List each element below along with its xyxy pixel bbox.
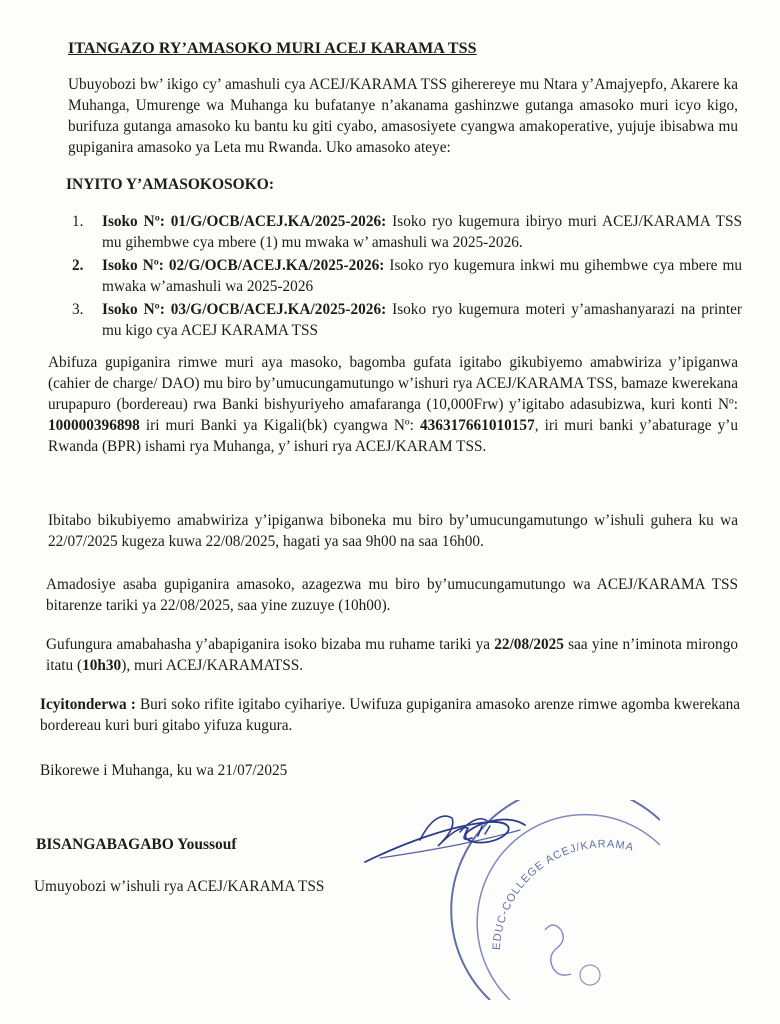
note-text: Buri soko rifite igitabo cyihariye. Uwifuza gupiganira amasoko arenze rimwe agomba kwerekana bordereau kuri buri gitabo yifuza kugura. (40, 696, 741, 734)
sale-text-3: , iri muri banki y’abaturage y’u Rwanda (BPR) ishami rya Muhanga, y’ ishuri rya ACEJ/KARAM TSS. (48, 417, 738, 455)
stamp-text: EDUC-COLLEGE ACEJ/KARAMA (490, 838, 636, 951)
submission-paragraph: Amadosiye asaba gupiganira amasoko, azagezwa mu biro by’umucungamutungo wa ACEJ/KARAMA TSS bitarenze tariki ya 22/08/2025, saa yine zuzuye (10h00). (46, 576, 738, 614)
tender-text (102, 255, 742, 297)
intro-paragraph: Ubuyobozi bw’ ikigo cy’ amashuli cya ACEJ/KARAMA TSS giherereye mu Ntara y’Amajyepfo, Akarere ka Muhanga, Umurenge wa Muhanga ku bufatanye n’akanama gashinzwe gutanga amasoko muri icyo kigo, burifuza gutanga amasoko ku bantu ku giti cyabo, amasosiyete cyangwa amakoperative, yujuje ibisabwa mu gupiganira amasoko ya Leta mu Rwanda. Uko amasoko ateye: (68, 76, 738, 156)
note-label: Icyitonderwa : (40, 696, 136, 713)
tender-reference: Isoko Nº: 01/G/OCB/ACEJ.KA/2025-2026: (102, 213, 387, 230)
opening-text-2: saa yine n’iminota mirongo itatu ( (46, 636, 739, 674)
page-title: ITANGAZO RY’AMASOKO MURI ACEJ KARAMA TSS (68, 40, 477, 57)
opening-time: 10h30 (82, 657, 122, 674)
signer-name: BISANGABAGABO Youssouf (36, 836, 237, 853)
tender-number: 2. (72, 257, 84, 274)
tender-reference: Isoko Nº: 02/G/OCB/ACEJ.KA/2025-2026: (102, 257, 385, 274)
document-sale-paragraph (48, 352, 738, 457)
place-date: Bikorewe i Muhanga, ku wa 21/07/2025 (40, 762, 288, 779)
tender-description: Isoko ryo kugemura inkwi mu gihembwe cya mbere mu mwaka w’amashuli wa 2025-2026 (102, 257, 742, 295)
official-stamp (451, 800, 660, 1000)
tender-number: 3. (72, 301, 84, 318)
tender-description: Isoko ryo kugemura moteri y’amashanyarazi na printer mu kigo cya ACEJ KARAMA TSS (102, 301, 742, 339)
distribution-paragraph: Ibitabo bikubiyemo amabwiriza y’ipiganwa biboneka mu biro by’umucungamutungo w’ishuli guhera ku wa 22/07/2025 kugeza kuwa 22/08/2025, hagati ya saa 9h00 na saa 16h00. (48, 512, 738, 550)
note-paragraph (40, 694, 740, 736)
tender-text (102, 299, 742, 341)
tender-description: Isoko ryo kugemura ibiryo muri ACEJ/KARAMA TSS mu gihembwe cya mbere (1) mu mwaka w’ amashuli wa 2025-2026. (102, 213, 743, 251)
opening-paragraph (46, 634, 738, 676)
opening-text-3: ), muri ACEJ/KARAMATSS. (121, 657, 304, 674)
tender-text (102, 211, 742, 253)
signature-stamp (360, 800, 660, 1000)
tender-reference: Isoko Nº: 03/G/OCB/ACEJ.KA/2025-2026: (102, 301, 387, 318)
opening-text-1: Gufungura amabahasha y’abapiganira isoko bizaba mu ruhame tariki ya (46, 636, 495, 653)
bank-account-bpr: 436317661010157 (420, 417, 535, 434)
tenders-heading: INYITO Y’AMASOKOSOKO: (66, 176, 274, 193)
tender-number: 1. (72, 213, 84, 230)
opening-date: 22/08/2025 (494, 636, 564, 653)
signer-role: Umuyobozi w’ishuli rya ACEJ/KARAMA TSS (34, 878, 325, 895)
bank-account-bk: 100000396898 (48, 417, 140, 434)
sale-text-1: Abifuza gupiganira rimwe muri aya masoko, bagomba gufata igitabo gikubiyemo amabwiriza y’ipiganwa (cahier de charge/ DAO) mu biro by’umucungamutungo w’ishuri rya ACEJ/KARAMA TSS, bamaze kwerekana urupapuro (bordereau) rwa Banki bishyuriyeho amafaranga (10,000Frw) y’igitabo adasubizwa, kuri konti Nº: (48, 354, 738, 413)
sale-text-2: iri muri Banki ya Kigali(bk) cyangwa Nº: (139, 417, 420, 434)
